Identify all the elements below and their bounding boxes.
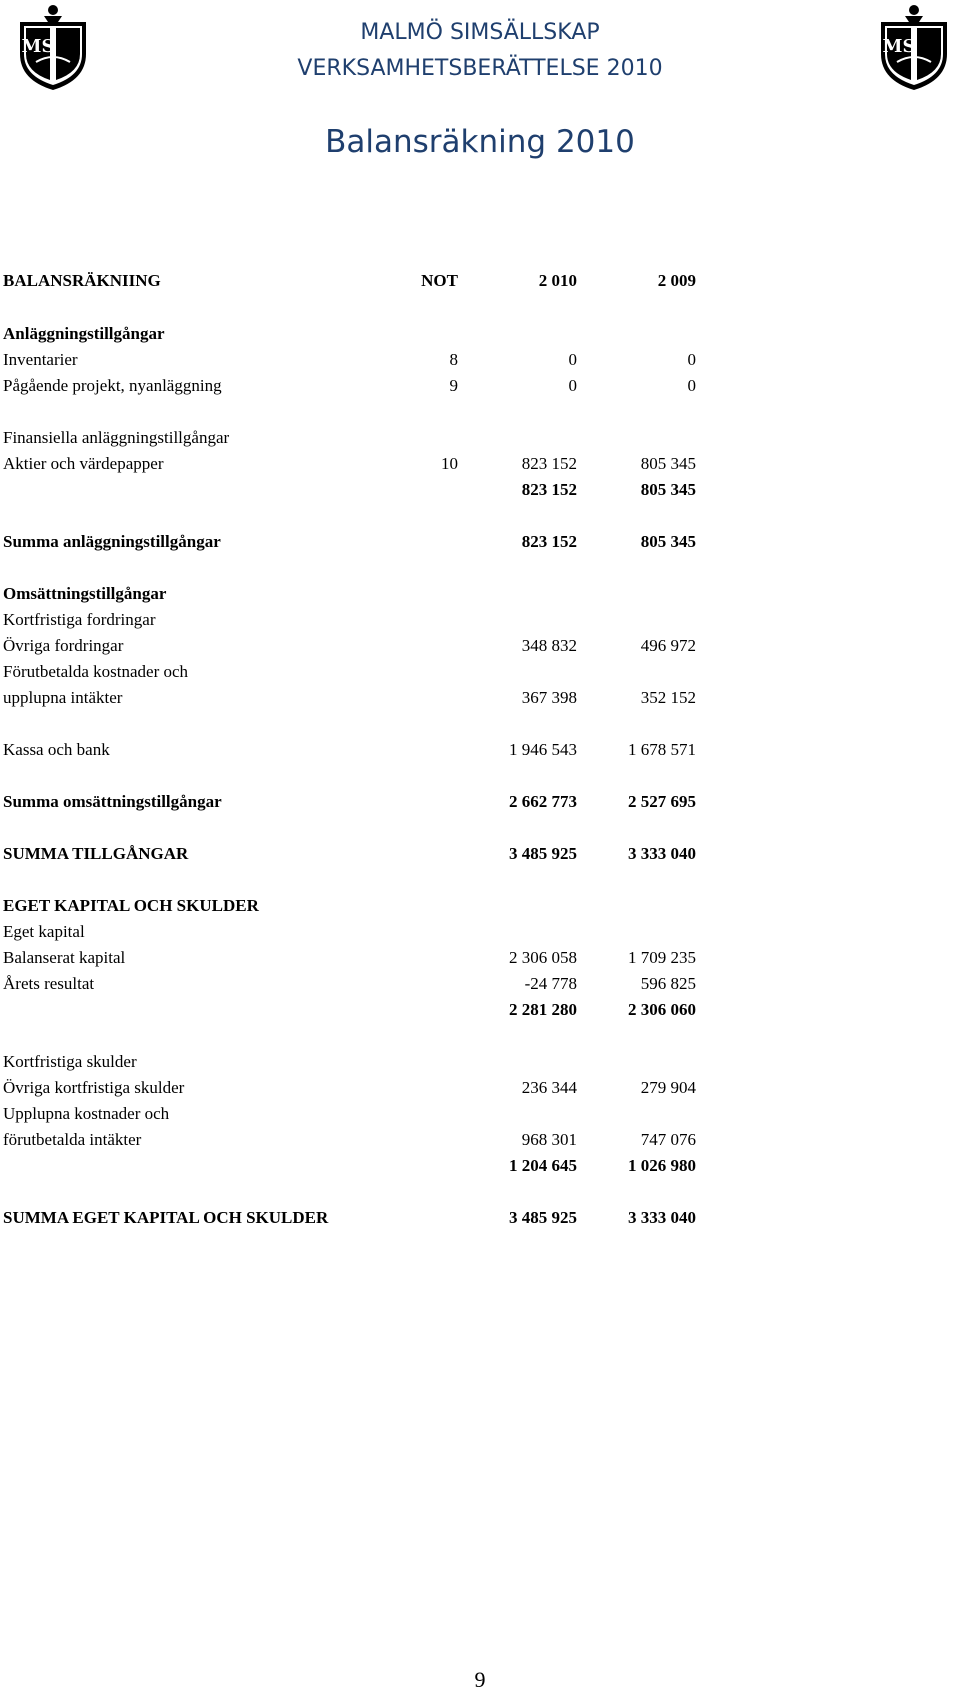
value-2009: 2 306 060 bbox=[628, 1000, 696, 1019]
row-label: EGET KAPITAL OCH SKULDER bbox=[3, 896, 259, 915]
table-row bbox=[3, 347, 703, 373]
svg-text:MS: MS bbox=[21, 36, 55, 57]
row-label: Summa omsättningstillgångar bbox=[3, 792, 222, 811]
table-row bbox=[3, 971, 703, 997]
subtotal-row bbox=[3, 997, 703, 1023]
value-2009: 0 bbox=[687, 350, 696, 369]
value-2009: 596 825 bbox=[640, 974, 696, 993]
heading-label: BALANSRÄKNIING bbox=[3, 271, 161, 290]
table-row bbox=[3, 1127, 703, 1153]
value-2010: 236 344 bbox=[521, 1078, 577, 1097]
row-label: Eget kapital bbox=[3, 922, 85, 941]
note-column-header: NOT bbox=[421, 271, 458, 290]
row-label: Pågående projekt, nyanläggning bbox=[3, 376, 222, 395]
value-2009: 496 972 bbox=[640, 636, 696, 655]
value-2009: 1 709 235 bbox=[628, 948, 696, 967]
value-2009: 805 345 bbox=[640, 532, 696, 551]
row-label: upplupna intäkter bbox=[3, 688, 123, 707]
value-2010: 3 485 925 bbox=[509, 844, 577, 863]
row-label: SUMMA TILLGÅNGAR bbox=[3, 844, 189, 863]
value-2009: 279 904 bbox=[640, 1078, 696, 1097]
value-2010: 0 bbox=[568, 350, 577, 369]
value-2010: 2 281 280 bbox=[509, 1000, 577, 1019]
value-2009: 1 678 571 bbox=[628, 740, 696, 759]
subtotal-row bbox=[3, 1153, 703, 1179]
row-label: Summa anläggningstillgångar bbox=[3, 532, 221, 551]
row-label: Övriga fordringar bbox=[3, 636, 124, 655]
table-row bbox=[3, 659, 703, 685]
table-row bbox=[3, 373, 703, 399]
row-label: Anläggningstillgångar bbox=[3, 324, 165, 343]
grand-total-row bbox=[3, 1205, 703, 1231]
value-2009: 2 527 695 bbox=[628, 792, 696, 811]
organization-name: MALMÖ SIMSÄLLSKAP bbox=[360, 20, 600, 45]
table-row bbox=[3, 737, 703, 763]
document-title: Balansräkning 2010 bbox=[325, 124, 635, 160]
subsection-heading bbox=[3, 425, 703, 451]
value-2009: 3 333 040 bbox=[628, 1208, 696, 1227]
page-header bbox=[0, 0, 960, 100]
section-heading bbox=[3, 321, 703, 347]
report-title: VERKSAMHETSBERÄTTELSE 2010 bbox=[297, 56, 663, 81]
row-label: förutbetalda intäkter bbox=[3, 1130, 142, 1149]
balance-sheet bbox=[3, 268, 703, 1231]
value-2010: 823 152 bbox=[521, 532, 577, 551]
total-row bbox=[3, 789, 703, 815]
value-2009: 747 076 bbox=[640, 1130, 696, 1149]
value-2010: 968 301 bbox=[521, 1130, 577, 1149]
row-label: Balanserat kapital bbox=[3, 948, 126, 967]
total-row bbox=[3, 529, 703, 555]
subsection-heading bbox=[3, 1049, 703, 1075]
table-row bbox=[3, 451, 703, 477]
value-2010: 367 398 bbox=[521, 688, 577, 707]
value-2010: -24 778 bbox=[524, 974, 577, 993]
row-label: Inventarier bbox=[3, 350, 78, 369]
year-2010-header: 2 010 bbox=[538, 271, 577, 290]
value-2010: 823 152 bbox=[521, 454, 577, 473]
balance-sheet-heading-row bbox=[3, 268, 703, 294]
section-heading bbox=[3, 893, 703, 919]
grand-total-row bbox=[3, 841, 703, 867]
year-2009-header: 2 009 bbox=[657, 271, 696, 290]
row-label: Förutbetalda kostnader och bbox=[3, 662, 189, 681]
note-number: 9 bbox=[449, 376, 458, 395]
row-label: Årets resultat bbox=[3, 974, 95, 993]
value-2009: 805 345 bbox=[640, 480, 696, 499]
value-2010: 1 204 645 bbox=[509, 1156, 577, 1175]
row-label: Övriga kortfristiga skulder bbox=[3, 1078, 185, 1097]
page-number: 9 bbox=[474, 1667, 486, 1692]
table-row bbox=[3, 633, 703, 659]
subsection-heading bbox=[3, 607, 703, 633]
value-2009: 3 333 040 bbox=[628, 844, 696, 863]
section-heading bbox=[3, 581, 703, 607]
row-label: Upplupna kostnader och bbox=[3, 1104, 170, 1123]
note-number: 10 bbox=[441, 454, 458, 473]
value-2010: 348 832 bbox=[521, 636, 577, 655]
club-crest-right bbox=[875, 2, 953, 92]
row-label: Kortfristiga fordringar bbox=[3, 610, 156, 629]
table-row bbox=[3, 1075, 703, 1101]
value-2009: 352 152 bbox=[640, 688, 696, 707]
value-2010: 2 306 058 bbox=[509, 948, 577, 967]
row-label: Aktier och värdepapper bbox=[3, 454, 164, 473]
subtotal-row bbox=[3, 477, 703, 503]
row-label: Omsättningstillgångar bbox=[3, 584, 167, 603]
value-2010: 2 662 773 bbox=[509, 792, 577, 811]
table-row bbox=[3, 685, 703, 711]
value-2009: 0 bbox=[687, 376, 696, 395]
svg-text:MS: MS bbox=[882, 36, 916, 57]
subsection-heading bbox=[3, 919, 703, 945]
value-2010: 0 bbox=[568, 376, 577, 395]
table-row bbox=[3, 945, 703, 971]
row-label: SUMMA EGET KAPITAL OCH SKULDER bbox=[3, 1208, 329, 1227]
table-row bbox=[3, 1101, 703, 1127]
value-2009: 805 345 bbox=[640, 454, 696, 473]
value-2010: 3 485 925 bbox=[509, 1208, 577, 1227]
row-label: Finansiella anläggningstillgångar bbox=[3, 428, 230, 447]
note-number: 8 bbox=[449, 350, 458, 369]
value-2010: 1 946 543 bbox=[509, 740, 577, 759]
row-label: Kortfristiga skulder bbox=[3, 1052, 137, 1071]
value-2010: 823 152 bbox=[521, 480, 577, 499]
value-2009: 1 026 980 bbox=[628, 1156, 696, 1175]
row-label: Kassa och bank bbox=[3, 740, 110, 759]
